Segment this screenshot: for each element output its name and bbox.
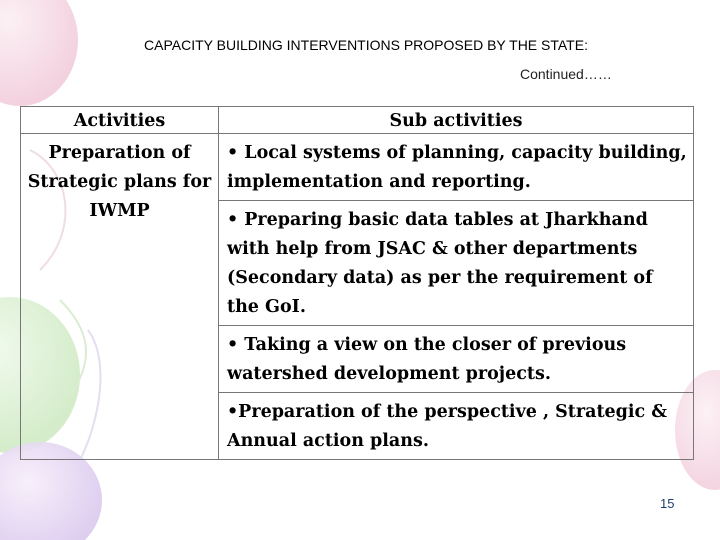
sub-activity-cell: • Preparing basic data tables at Jharkhand with help from JSAC & other departments (Secondary data) as per the requirement of the GoI.	[219, 201, 694, 326]
sub-activity-cell: • Taking a view on the closer of previous watershed development projects.	[219, 326, 694, 393]
continued-label: Continued……	[520, 66, 612, 82]
activities-table	[20, 106, 694, 460]
page-number: 15	[660, 496, 675, 511]
header-sub-activities: Sub activities	[219, 107, 694, 134]
sub-activity-cell: • Local systems of planning, capacity building, implementation and reporting.	[219, 134, 694, 201]
header-activities: Activities	[21, 107, 219, 134]
activity-cell: Preparation of Strategic plans for IWMP	[21, 134, 219, 460]
table-header-row	[21, 107, 694, 134]
pink-balloon	[0, 0, 78, 106]
slide-title: CAPACITY BUILDING INTERVENTIONS PROPOSED BY THE STATE:	[144, 37, 588, 53]
sub-activity-cell: •Preparation of the perspective , Strategic & Annual action plans.	[219, 393, 694, 460]
table-row	[21, 134, 694, 201]
